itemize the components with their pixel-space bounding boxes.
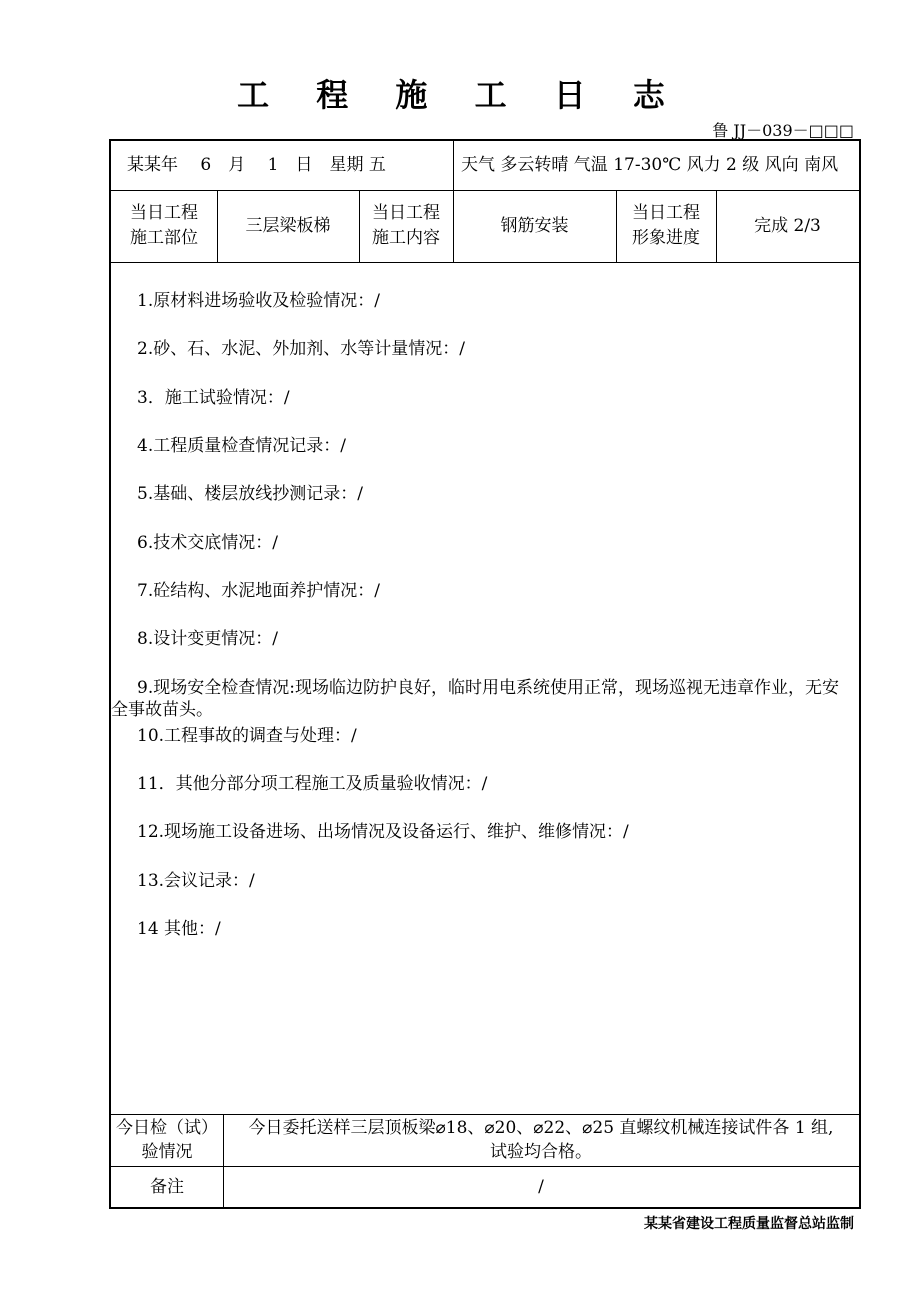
construction-part-label bbox=[111, 190, 217, 262]
construction-part-label-line1: 当日工程 bbox=[130, 203, 198, 223]
progress-label-line2: 形象进度 bbox=[632, 228, 700, 248]
date-field: 某某年 6 月 1 日 星期 五 bbox=[127, 155, 386, 175]
list-item: 6.技术交底情况：/ bbox=[137, 533, 278, 553]
weather-field: 天气 多云转晴 气温 17-30℃ 风力 2 级 风向 南风 bbox=[461, 155, 839, 175]
list-item: 4.工程质量检查情况记录：/ bbox=[137, 436, 346, 456]
list-item: 8.设计变更情况：/ bbox=[137, 629, 278, 649]
list-item: 9.现场安全检查情况:现场临边防护良好，临时用电系统使用正常，现场巡视无违章作业，无安全事故苗头。 bbox=[111, 678, 839, 720]
log-sheet bbox=[109, 139, 861, 1209]
page-title: 工 程 施 工 日 志 bbox=[237, 76, 683, 114]
footer-issuer: 某某省建设工程质量监督总站监制 bbox=[644, 1216, 854, 1232]
construction-content-value: 钢筋安装 bbox=[500, 215, 569, 236]
list-item: 14 其他：/ bbox=[137, 919, 221, 939]
list-item: 7.砼结构、水泥地面养护情况：/ bbox=[137, 581, 380, 601]
list-item: 13.会议记录：/ bbox=[137, 871, 255, 891]
test-label-line1: 今日检（试） bbox=[116, 1118, 218, 1138]
test-label bbox=[111, 1114, 223, 1166]
list-item: 10.工程事故的调查与处理：/ bbox=[137, 726, 357, 746]
row-divider bbox=[111, 262, 859, 263]
list-item: 12.现场施工设备进场、出场情况及设备运行、维护、维修情况：/ bbox=[137, 822, 629, 842]
list-item: 11．其他分部分项工程施工及质量验收情况：/ bbox=[137, 774, 488, 794]
construction-content-label-line1: 当日工程 bbox=[372, 203, 440, 223]
remark-value: / bbox=[538, 1177, 544, 1197]
progress-value: 完成 2/3 bbox=[754, 215, 821, 236]
test-value bbox=[223, 1114, 859, 1166]
list-item: 5.基础、楼层放线抄测记录：/ bbox=[137, 484, 363, 504]
test-value-line1: 今日委托送样三层顶板梁⌀18、⌀20、⌀22、⌀25 直螺纹机械连接试件各 1 组, bbox=[248, 1118, 834, 1138]
test-label-line2: 验情况 bbox=[141, 1142, 193, 1162]
progress-label-line1: 当日工程 bbox=[632, 203, 700, 223]
list-item: 2.砂、石、水泥、外加剂、水等计量情况：/ bbox=[137, 339, 465, 359]
construction-part-value: 三层梁板梯 bbox=[245, 215, 331, 236]
construction-part-label-line2: 施工部位 bbox=[130, 228, 198, 248]
remark-label: 备注 bbox=[150, 1177, 184, 1197]
list-item: 1.原材料进场验收及检验情况：/ bbox=[137, 291, 380, 311]
form-code: 鲁 JJ－039－□□□ bbox=[712, 121, 854, 140]
progress-label bbox=[616, 190, 716, 262]
construction-content-label-line2: 施工内容 bbox=[372, 228, 440, 248]
construction-content-label bbox=[359, 190, 453, 262]
test-value-line2: 试验均合格。 bbox=[490, 1142, 592, 1162]
list-item: 3．施工试验情况：/ bbox=[137, 388, 290, 408]
